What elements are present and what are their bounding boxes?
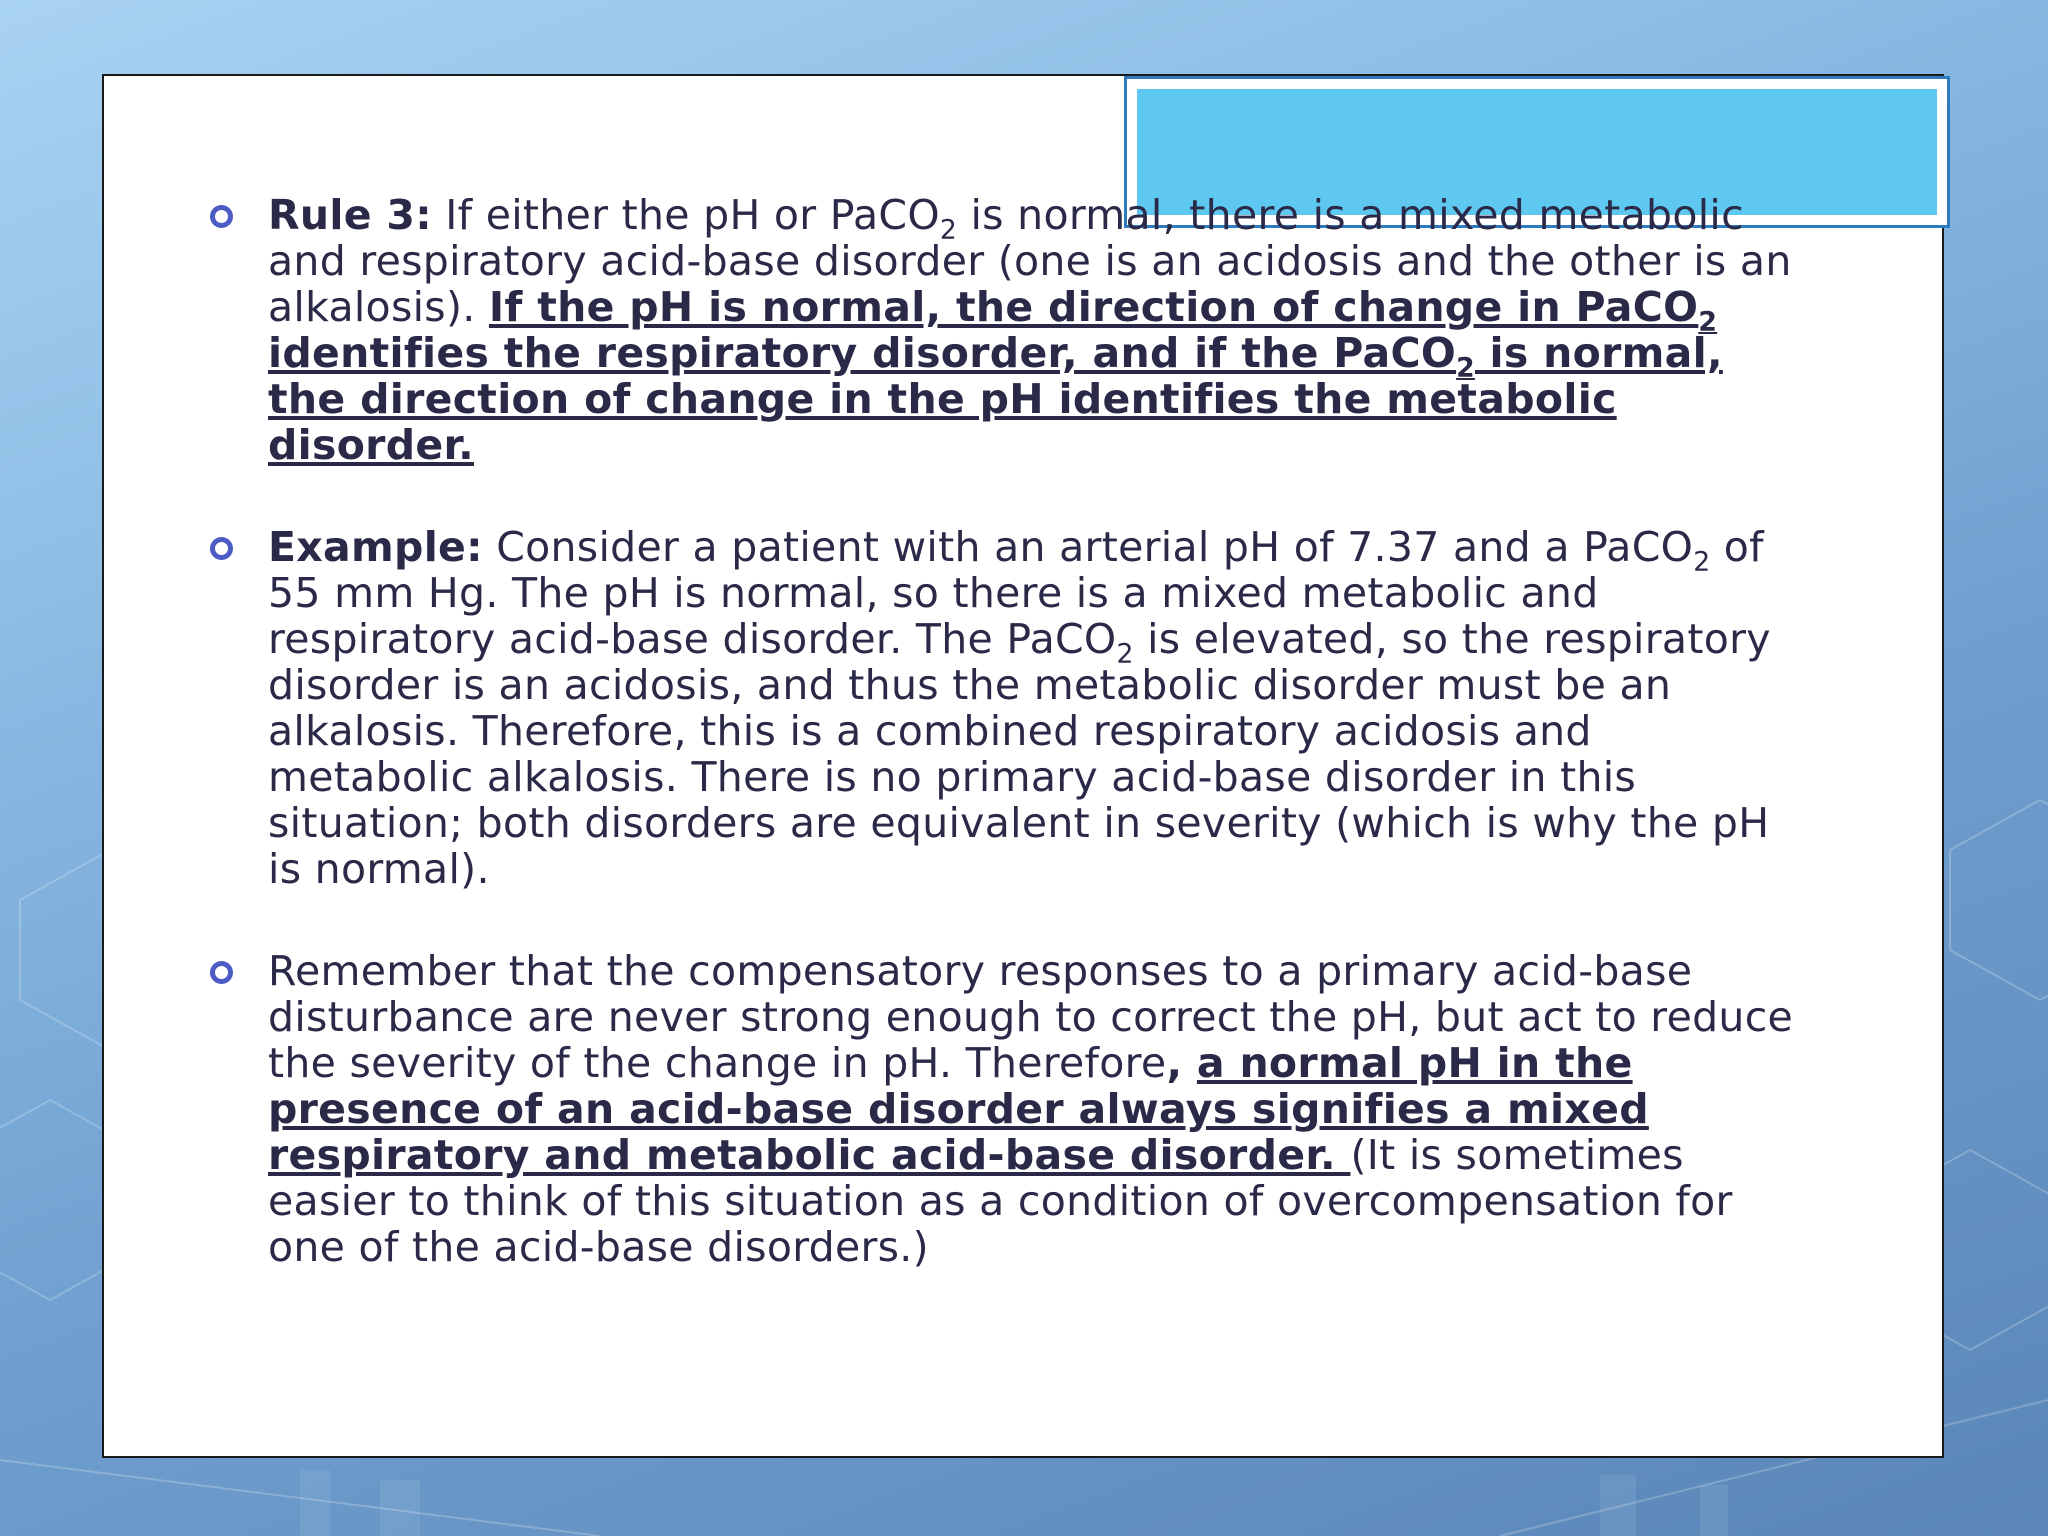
bullet-text: If either the pH or PaCO bbox=[431, 191, 940, 239]
subscript: 2 bbox=[1698, 306, 1718, 338]
bullet-text: is normal, there is a mixed metabolic and respiratory acid-base disorder (one is an acidosis and the other is an alkalosis). bbox=[268, 191, 1792, 331]
circle-bullet-icon bbox=[210, 961, 233, 984]
subscript: 2 bbox=[1116, 638, 1134, 670]
bullet-comma: , bbox=[1166, 1039, 1197, 1087]
bullet-remember bbox=[200, 948, 1800, 1270]
emphasis-text: a normal pH in the presence of an acid-base disorder always signifies a mixed respiratory and metabolic acid-base disorder. bbox=[268, 1039, 1649, 1179]
circle-bullet-icon bbox=[210, 537, 233, 560]
bullet-text: is elevated, so the respiratory disorder is an acidosis, and thus the metabolic disorder must be an alkalosis. Therefore, this is a combined respiratory acidosis and metabolic alkalosis. There is no primary acid-base disorder in this situation; both disorders are equivalent in severity (which is why the pH is normal). bbox=[268, 615, 1771, 893]
bullet-example bbox=[200, 524, 1800, 892]
circle-bullet-icon bbox=[210, 205, 233, 228]
emphasis-text: If the pH is normal, the direction of change in PaCO bbox=[488, 283, 1699, 331]
bullet-lead: Example: bbox=[268, 523, 483, 571]
bullet-text: Consider a patient with an arterial pH of 7.37 and a PaCO bbox=[482, 523, 1694, 571]
subscript: 2 bbox=[939, 214, 958, 246]
bullet-rule-3 bbox=[200, 192, 1800, 468]
bullet-text: of 55 mm Hg. The pH is normal, so there is a mixed metabolic and respiratory acid-base disorder. The PaCO bbox=[268, 523, 1764, 663]
bullet-lead: Rule 3: bbox=[268, 191, 432, 239]
emphasis-text: is normal, the direction of change in the pH identifies the metabolic disorder. bbox=[268, 329, 1723, 469]
subscript: 2 bbox=[1456, 352, 1475, 384]
subscript: 2 bbox=[1693, 546, 1711, 578]
emphasis-text: identifies the respiratory disorder, and if the PaCO bbox=[268, 329, 1457, 377]
bullet-text: (It is sometimes easier to think of this situation as a condition of overcompensation for one of the acid-base disorders.) bbox=[268, 1131, 1733, 1271]
bullet-text: Remember that the compensatory responses to a primary acid-base disturbance are never strong enough to correct the pH, but act to reduce the severity of the change in pH. Therefore bbox=[268, 947, 1794, 1087]
bullet-list bbox=[200, 192, 1800, 1326]
